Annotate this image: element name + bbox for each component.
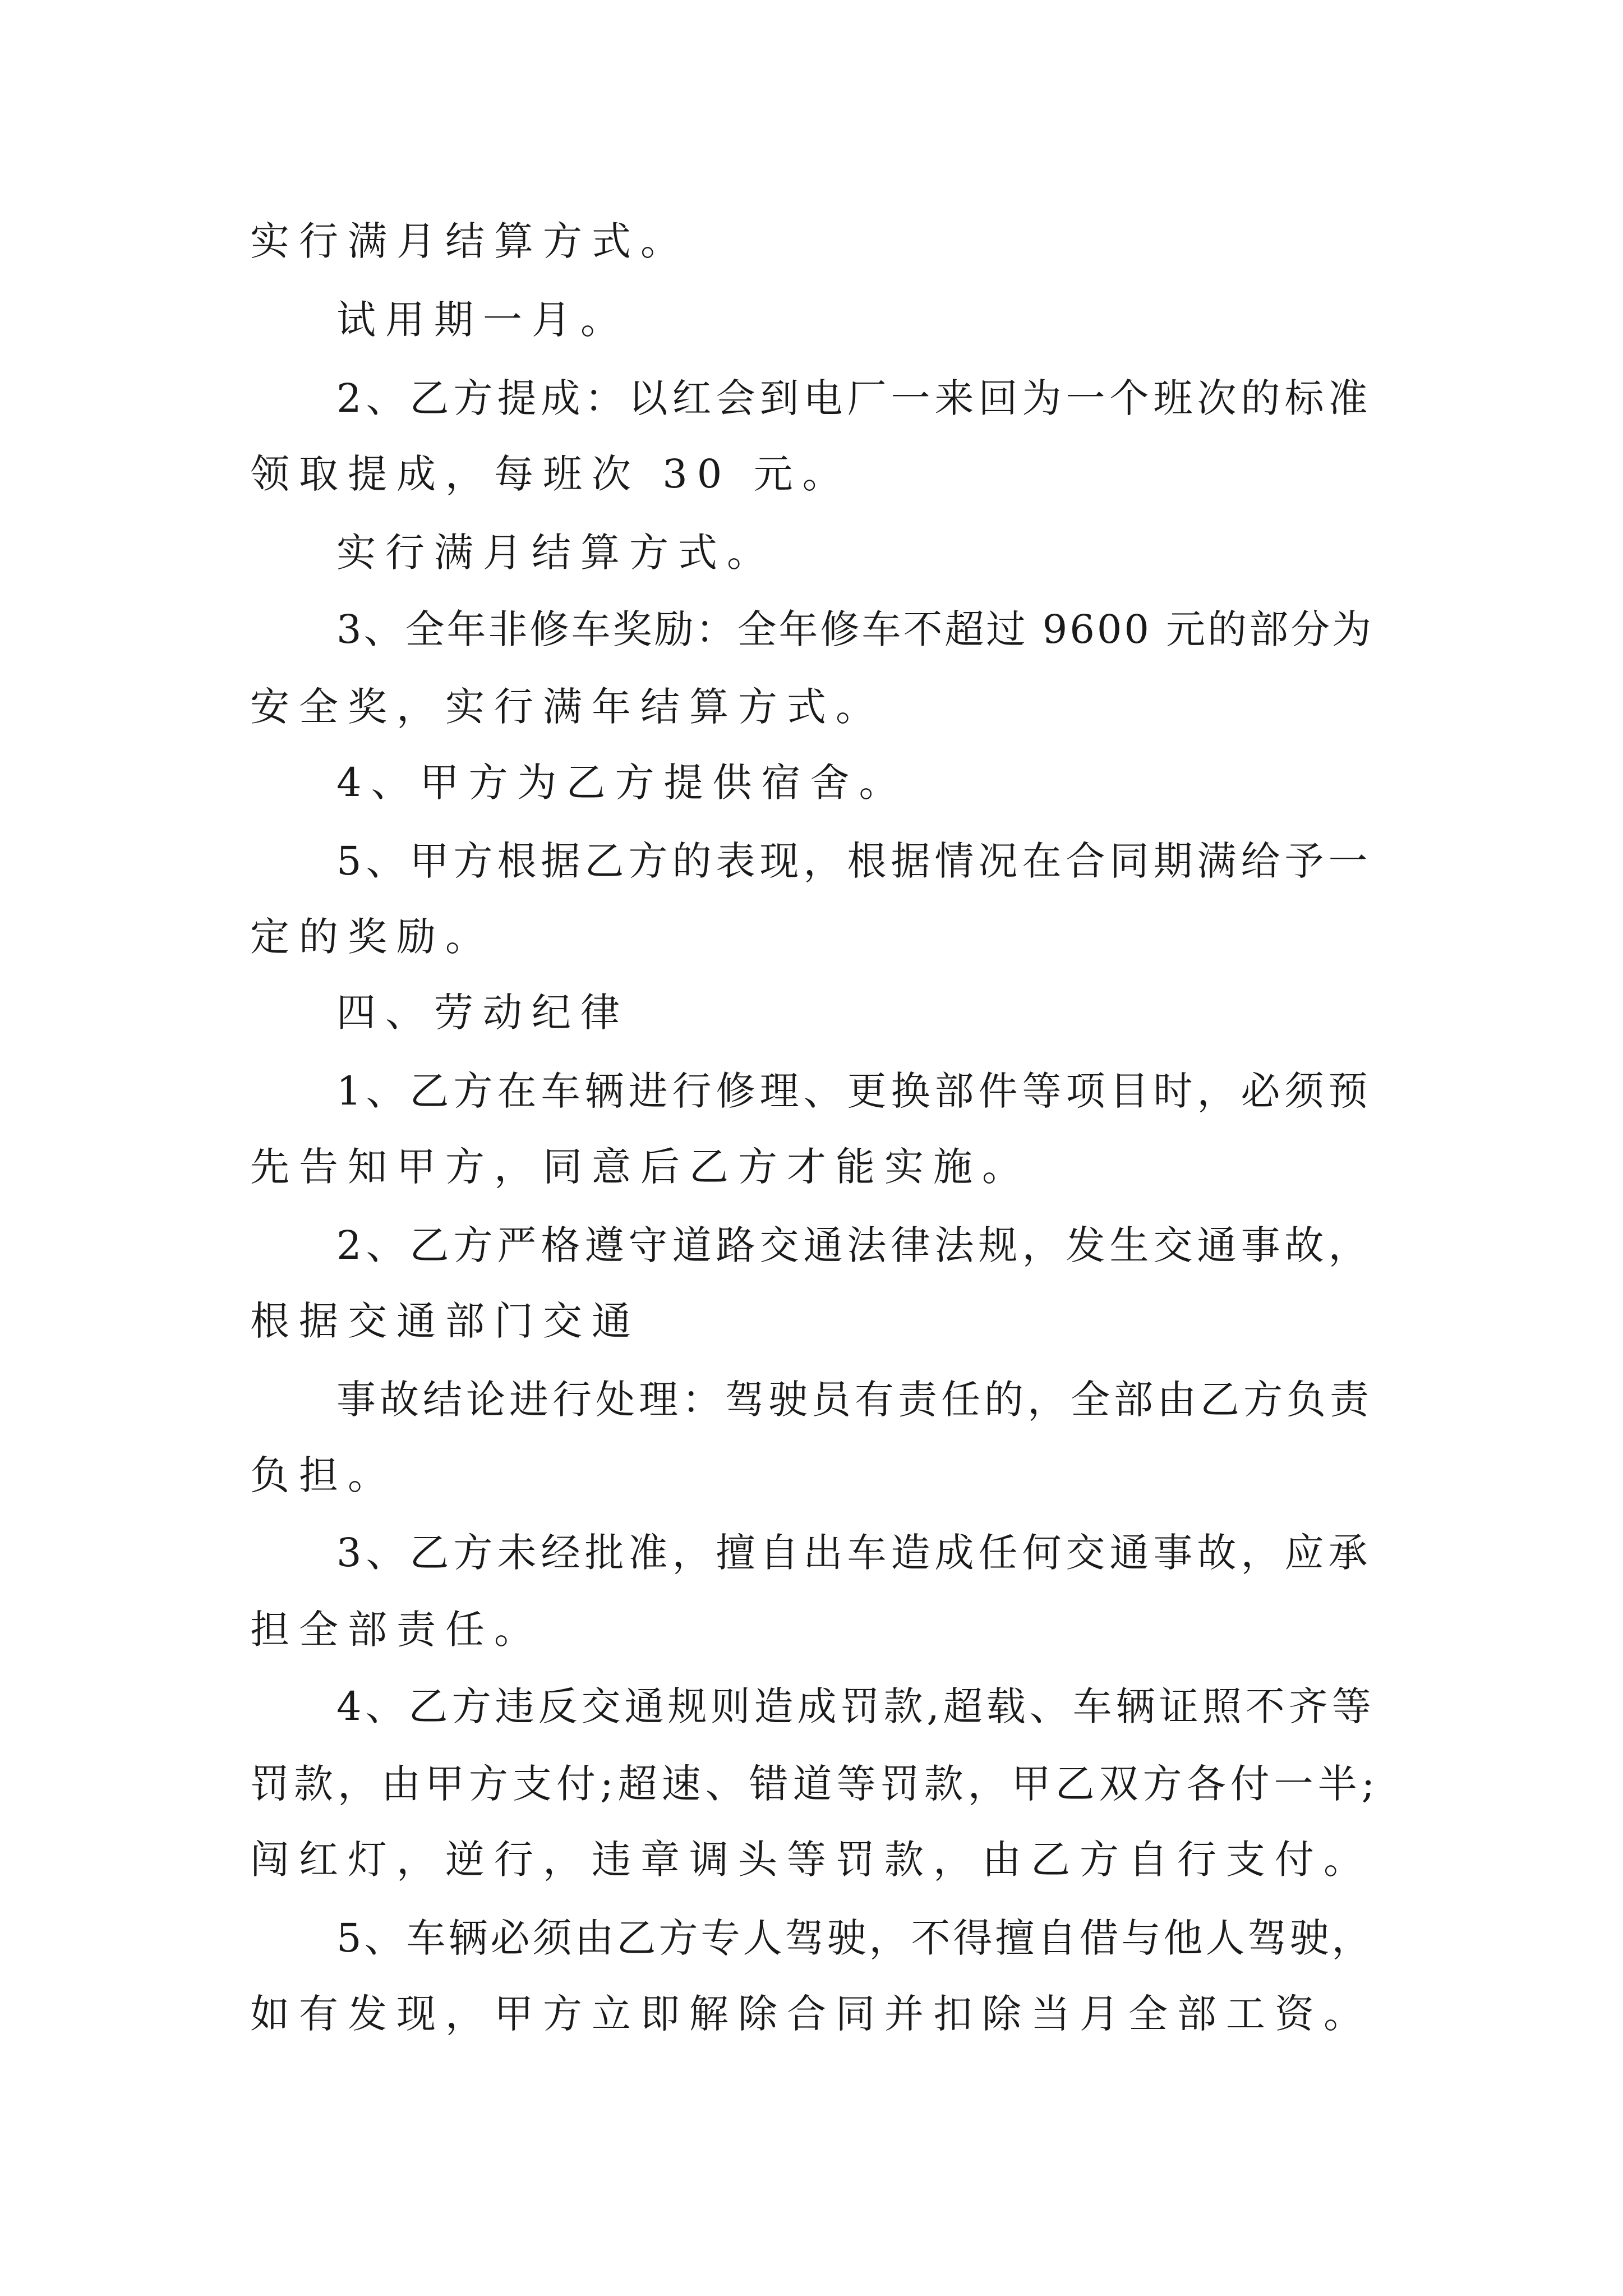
text-line: 3、乙方未经批准，擅自出车造成任何交通事故，应承	[336, 1530, 1372, 1576]
section-heading: 四、劳动纪律	[336, 990, 629, 1036]
text-line: 试用期一月。	[336, 297, 629, 343]
text-line: 如有发现，甲方立即解除合同并扣除当月全部工资。	[250, 1991, 1372, 2037]
text-line: 实行满月结算方式。	[250, 218, 689, 264]
text-line: 领取提成，每班次 30 元。	[250, 451, 851, 497]
text-line: 事故结论进行处理：驾驶员有责任的，全部由乙方负责	[336, 1377, 1373, 1423]
text-line: 1、乙方在车辆进行修理、更换部件等项目时，必须预	[336, 1068, 1372, 1114]
text-line: 2、乙方提成：以红会到电厂一来回为一个班次的标准	[336, 375, 1372, 421]
text-line: 罚款，由甲方支付;超速、错道等罚款，甲乙双方各付一半;	[250, 1761, 1380, 1807]
text-line: 4、乙方违反交通规则造成罚款,超载、车辆证照不齐等	[336, 1683, 1375, 1729]
text-line: 实行满月结算方式。	[336, 530, 776, 576]
text-line: 定的奖励。	[250, 914, 494, 960]
text-line: 2、乙方严格遵守道路交通法律法规，发生交通事故，	[336, 1222, 1372, 1268]
text-line: 5、甲方根据乙方的表现，根据情况在合同期满给予一	[336, 838, 1372, 884]
text-line: 负担。	[250, 1452, 396, 1498]
text-line: 担全部责任。	[250, 1607, 543, 1653]
text-line: 安全奖，实行满年结算方式。	[250, 684, 884, 730]
text-line: 根据交通部门交通	[250, 1298, 640, 1344]
text-line: 先告知甲方，同意后乙方才能实施。	[250, 1144, 1031, 1190]
text-line: 3、全年非修车奖励：全年修车不超过 9600 元的部分为	[336, 606, 1374, 652]
text-line: 闯红灯，逆行，违章调头等罚款，由乙方自行支付。	[250, 1837, 1372, 1883]
text-line: 4、甲方为乙方提供宿舍。	[336, 760, 908, 806]
text-line: 5、车辆必须由乙方专人驾驶，不得擅自借与他人驾驶，	[336, 1915, 1374, 1961]
